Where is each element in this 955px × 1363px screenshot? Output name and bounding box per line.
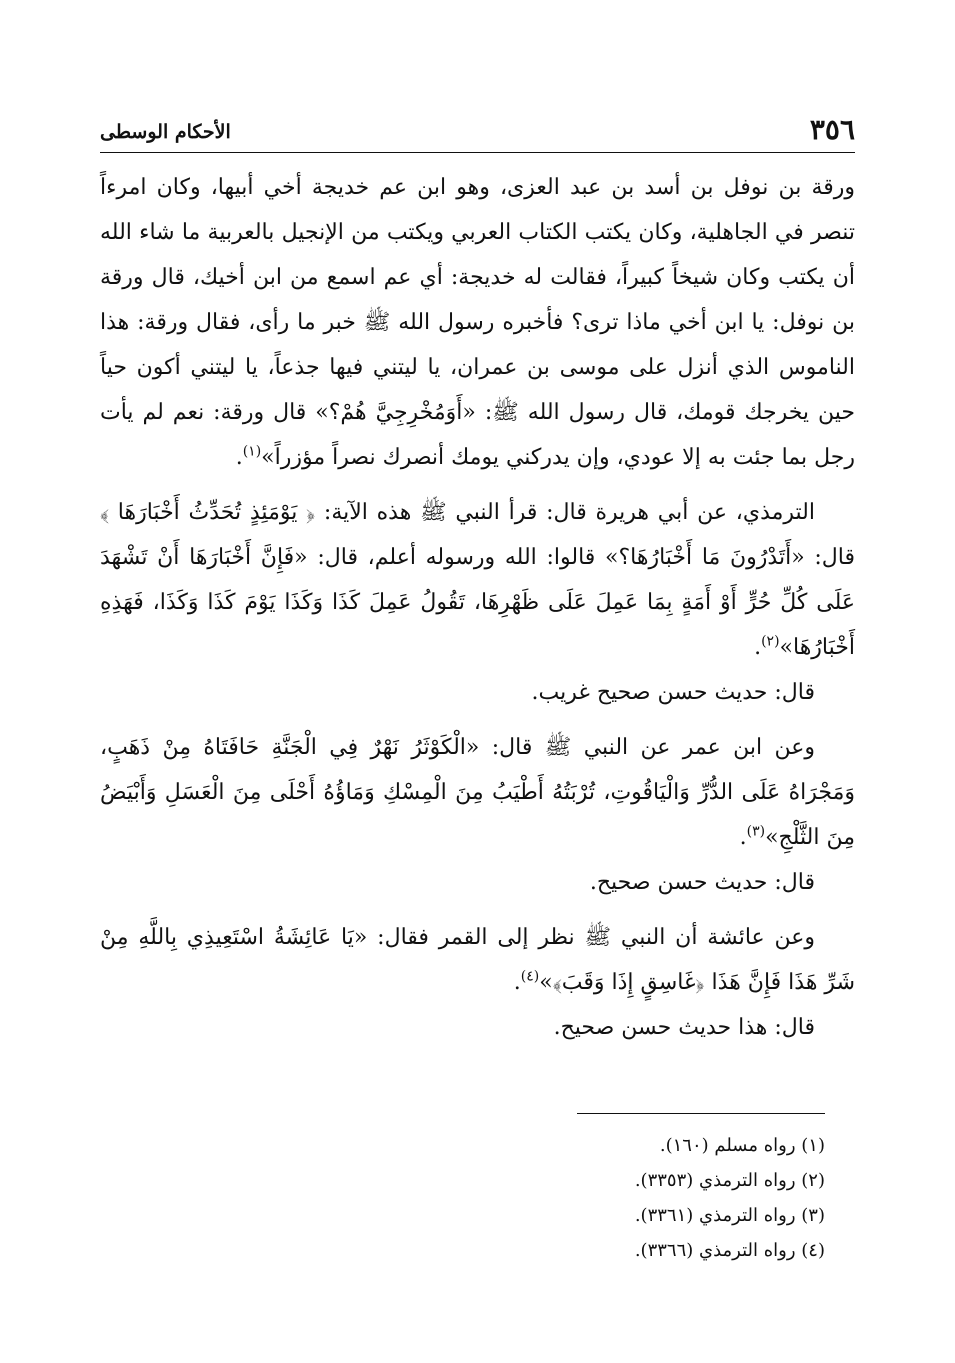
main-text — [100, 165, 855, 1050]
footnote-ref-2: (٢) — [761, 633, 780, 650]
footnote-ref-3: (٣) — [746, 823, 766, 840]
footnote-2: (٢) رواه الترمذي (٣٣٥٣). — [634, 1170, 825, 1191]
paragraph-end: . — [754, 635, 762, 660]
paragraph-text: وعن عائشة أن النبي ﷺ نظر إلى القمر فقال: «يَا عَائِشَةُ اسْتَعِيذِي بِاللَّهِ مِنْ شَرِّ هَذَا فَإِنَّ هَذَا ﴿غَاسِقٍ إِذَا وَقَبَ﴾» — [100, 925, 855, 995]
paragraph-end: . — [513, 970, 521, 995]
grading-text: قال: هذا حديث حسن صحيح. — [553, 1015, 815, 1040]
paragraph-text: الترمذي، عن أبي هريرة قال: قرأ النبي ﷺ هذه الآية: ﴿ يَوْمَئِذٍ تُحَدِّثُ أَخْبَارَهَا ﴾ قال: «أَتَدْرُونَ مَا أَخْبَارُهَا؟» قالوا: الله ورسوله أعلم، قال: «فَإِنَّ أَخْبَارَهَا أَنْ تَشْهَدَ عَلَى كُلِّ حُرٍّ أَوْ أَمَةٍ بِمَا عَمِلَ عَلَى ظَهْرِهَا، تَقُولُ عَمِلَ كَذَا وَكَذَا يَوْمَ كَذَا وَكَذَا، فَهَذِهِ أَخْبَارُهَا» — [100, 500, 855, 660]
footnote-3: (٣) رواه الترمذي (٣٣٦١). — [634, 1205, 825, 1226]
footnote-divider — [577, 1113, 825, 1114]
footnote-ref-1: (١) — [242, 443, 262, 460]
footnote-4: (٤) رواه الترمذي (٣٣٦٦). — [634, 1240, 825, 1261]
paragraph-end: . — [739, 825, 747, 850]
grading-note-1 — [100, 670, 855, 715]
paragraph-end: . — [235, 445, 243, 470]
paragraph-tirmidhi-abu-hurayra — [100, 490, 855, 670]
paragraph-ibn-umar — [100, 725, 855, 860]
footnote-ref-4: (٤) — [520, 968, 540, 985]
footnote-1: (١) رواه مسلم (١٦٠). — [659, 1135, 825, 1156]
page-number: ٣٥٦ — [809, 113, 855, 146]
footnotes — [325, 1128, 825, 1268]
paragraph-aisha — [100, 915, 855, 1005]
running-title: الأحكام الوسطى — [100, 121, 231, 143]
paragraph-text: ورقة بن نوفل بن أسد بن عبد العزى، وهو ابن عم خديجة أخي أبيها، وكان امرءاً تنصر في الجاهلية، وكان يكتب الكتاب العربي ويكتب من الإنجيل بالعربية ما شاء الله أن يكتب وكان شيخاً كبيراً، فقالت له خديجة: أي عم اسمع من ابن أخيك، قال ورقة بن نوفل: يا ابن أخي ماذا ترى؟ فأخبره رسول الله ﷺ خبر ما رأى، فقال ورقة: هذا الناموس الذي أنزل على موسى بن عمران، يا ليتني فيها جذعاً، يا ليتني أكون حياً حين يخرجك قومك، قال رسول الله ﷺ: «أَوَمُخْرِجِيَّ هُمْ؟» قال ورقة: نعم لم يأت رجل بما جئت به إلا عودي، وإن يدركني يومك أنصرك نصراً مؤزراً» — [100, 175, 856, 470]
grading-note-2 — [100, 860, 855, 905]
paragraph-text: وعن ابن عمر عن النبي ﷺ قال: «الْكَوْثَرُ نَهْرٌ فِي الْجَنَّةِ حَافَتَاهُ مِنْ ذَهَبٍ، وَمَجْرَاهُ عَلَى الدُّرِّ وَالْيَاقُوتِ، تُرْبَتُهُ أَطْيَبُ مِنَ الْمِسْكِ وَمَاؤُهُ أَحْلَى مِنَ الْعَسَلِ وَأَبْيَضُ مِنَ الثَّلْجِ» — [100, 735, 855, 850]
grading-text: قال: حديث حسن صحيح. — [589, 870, 815, 895]
grading-note-3 — [100, 1005, 855, 1050]
page-header — [100, 112, 855, 153]
paragraph-waraqa — [100, 165, 855, 480]
grading-text: قال: حديث حسن صحيح غريب. — [531, 680, 815, 705]
